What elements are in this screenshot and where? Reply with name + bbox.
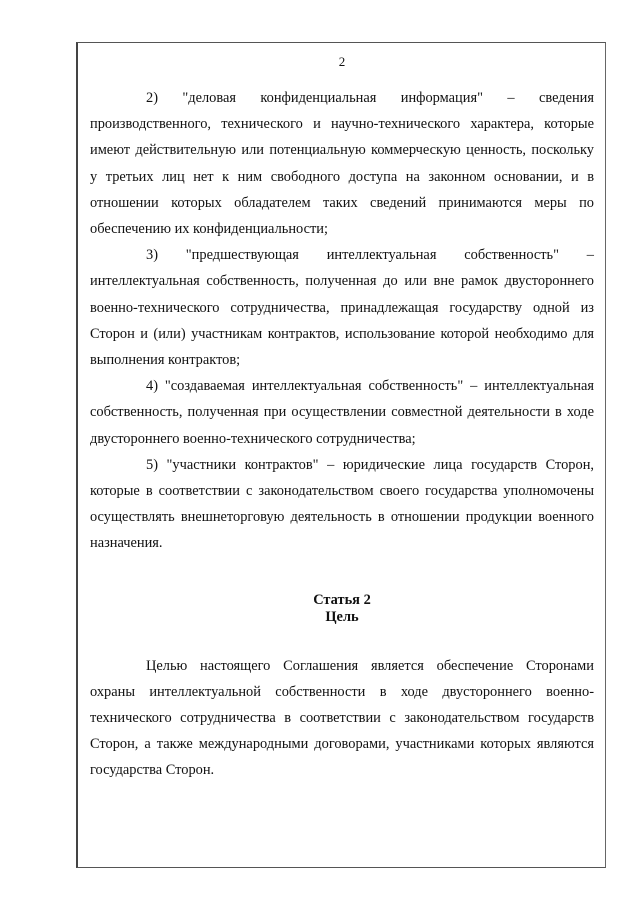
definition-item-2: 2) "деловая конфиденциальная информация" – сведения производственного, технического и научно-технического характера, которые имеют действительную или потенциальную коммерческую ценность, поскольку у третьих лиц нет к ним свободного доступа на законном основании, и в отношении которых обладателем таких сведений принимаются меры по обеспечению их конфиденциальности; [90,90,594,238]
article-title: Цель [325,608,359,625]
page-number: 2 [338,54,346,69]
definition-item-3: 3) "предшествующая интеллектуальная собственность" – интеллектуальная собственность, полученная до или вне рамок двустороннего военно-технического сотрудничества, принадлежащая государству одной из Сторон и (или) участникам контрактов, использование которой необходимо для выполнения контрактов; [90,247,594,369]
definition-item-4: 4) "создаваемая интеллектуальная собственность" – интеллектуальная собственность, полученная при осуществлении совместной деятельности в ходе двустороннего военно-технического сотрудничества; [90,378,594,447]
article-heading [90,592,594,626]
article-text: Целью настоящего Соглашения является обеспечение Сторонами охраны интеллектуальной собственности в ходе двустороннего военно-технического сотрудничества в соответствии с законодательством государств Сторон, а также международными договорами, участниками которых являются государства Сторон. [90,657,594,779]
article-number: Статья 2 [313,591,371,608]
definition-item-5: 5) "участники контрактов" – юридические лица государств Сторон, которые в соответствии с законодательством своего государства уполномочены осуществлять внешнеторговую деятельность в отношении продукции военного назначения. [90,456,594,552]
document-body [90,54,594,784]
